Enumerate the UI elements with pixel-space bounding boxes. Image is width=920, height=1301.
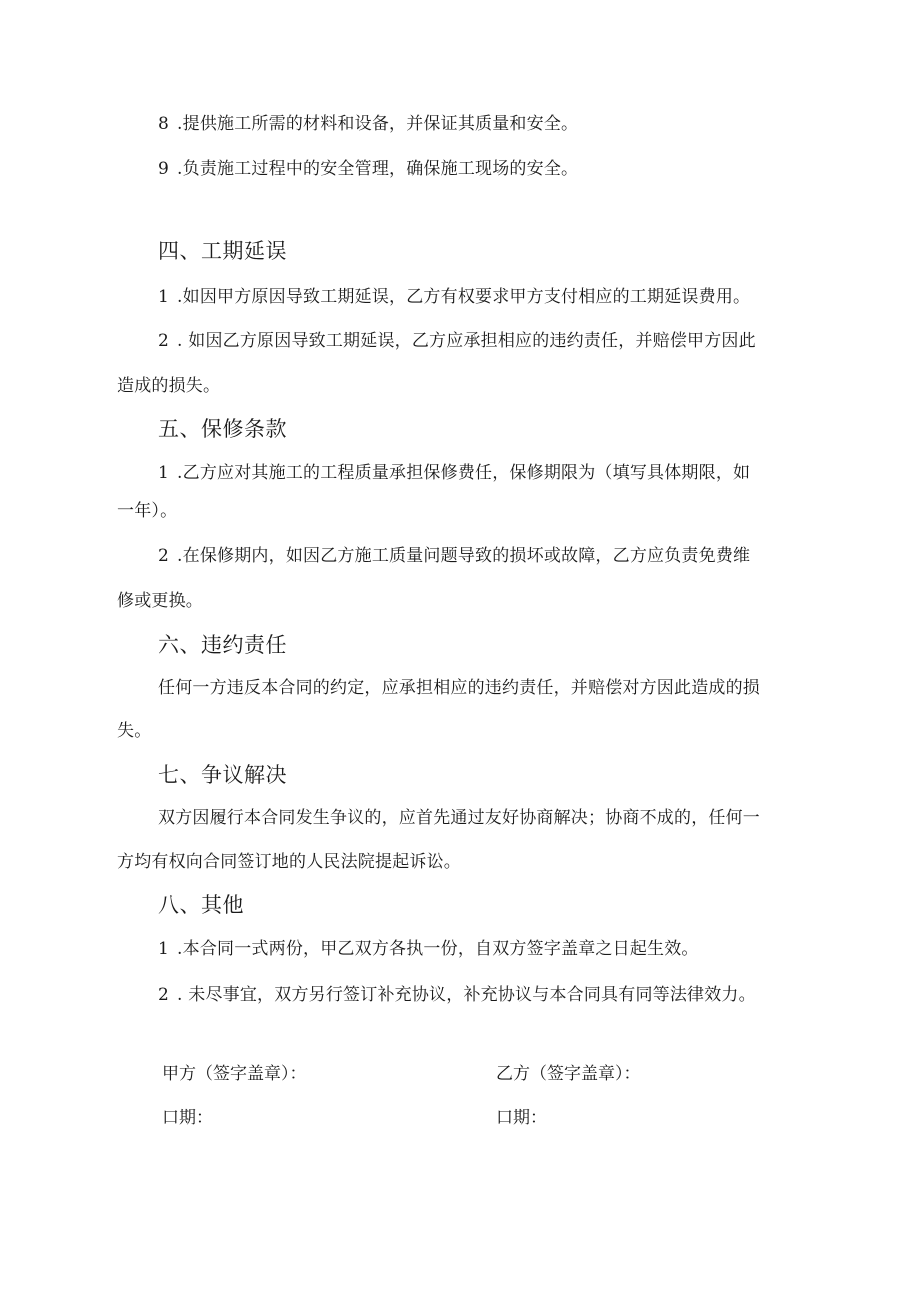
- item-text: .在保修期内，如因乙方施工质量问题导致的损坏或故障，乙方应负责免费维: [177, 546, 751, 566]
- sec5-item-2-cont: 修或更换。: [117, 591, 203, 611]
- sec5-item-1-cont: 一年）。: [117, 501, 178, 521]
- party-a-signature-label: 甲方（签字盖章）：: [162, 1064, 307, 1084]
- item-text: .乙方应对其施工的工程质量承担保修费任，保修期限为（填写具体期限，如: [177, 463, 751, 483]
- sec7-para-line1: 双方因履行本合同发生争议的，应首先通过友好协商解决；协商不成的，任何一: [158, 808, 760, 828]
- item-text: . 未尽事宜，双方另行签订补充协议，补充协议与本合同具有同等法律效力。: [177, 985, 756, 1005]
- item-number: 1: [158, 463, 170, 483]
- sec5-item-1: [158, 462, 848, 484]
- item-text: .负责施工过程中的安全管理，确保施工现场的安全。: [177, 159, 579, 179]
- sec4-item-1: [158, 286, 848, 308]
- item-text: . 如因乙方原因导致工期延误，乙方应承担相应的违约责任，并赔偿甲方因此: [177, 331, 756, 351]
- sec6-para-line2: 失。: [117, 721, 152, 741]
- party-a-date-label: 口期：: [162, 1108, 213, 1128]
- section-heading-delay: 四、工期延误: [158, 239, 287, 263]
- item-text: .如因甲方原因导致工期延误，乙方有权要求甲方支付相应的工期延误费用。: [177, 287, 751, 307]
- sec4-item-2-cont: 造成的损失。: [117, 376, 221, 396]
- sec6-para-line1: 任何一方违反本合同的约定，应承担相应的违约责任，并赔偿对方因此造成的损: [158, 678, 760, 698]
- item-number: 9: [158, 159, 170, 179]
- item-number: 1: [158, 939, 170, 959]
- sec3-item-8: [158, 113, 848, 135]
- sec8-item-2: [158, 984, 848, 1006]
- item-number: 1: [158, 287, 170, 307]
- party-b-date-label: 口期：: [496, 1108, 547, 1128]
- section-heading-other: 八、其他: [158, 893, 244, 917]
- item-number: 2: [158, 546, 170, 566]
- party-b-signature-label: 乙方（签字盖章）：: [496, 1064, 641, 1084]
- item-number: 2: [158, 331, 170, 351]
- section-heading-dispute: 七、争议解决: [158, 763, 287, 787]
- sec3-item-9: [158, 158, 848, 180]
- sec5-item-2: [158, 545, 848, 567]
- section-heading-liability: 六、违约责任: [158, 633, 287, 657]
- sec8-item-1: [158, 938, 848, 960]
- item-text: .本合同一式两份，甲乙双方各执一份，自双方签字盖章之日起生效。: [177, 939, 699, 959]
- item-number: 8: [158, 114, 170, 134]
- sec7-para-line2: 方均有权向合同签订地的人民法院提起诉讼。: [117, 852, 461, 872]
- item-text: .提供施工所需的材料和设备，并保证其质量和安全。: [177, 114, 579, 134]
- sec4-item-2: [158, 330, 848, 352]
- item-number: 2: [158, 985, 170, 1005]
- section-heading-warranty: 五、保修条款: [158, 417, 287, 441]
